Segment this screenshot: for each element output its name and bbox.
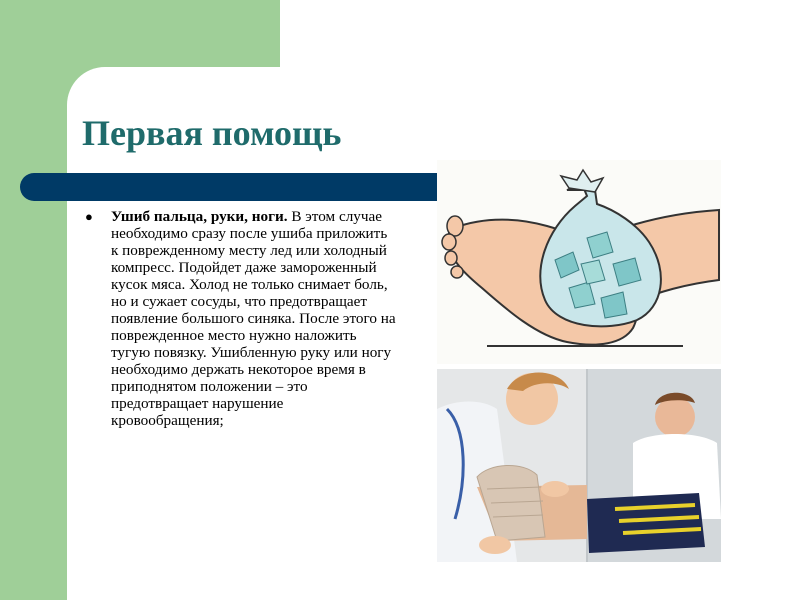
slide-title: Первая помощь: [82, 113, 342, 153]
bullet-heading: Ушиб пальца, руки, ноги.: [111, 208, 288, 225]
ice-pack-illustration: [437, 160, 721, 364]
nurse-bandaging-photo: [437, 369, 721, 562]
bullet-body: В этом случае необходимо сразу после ушиба приложить к поврежденному месту лед или холодный компресс. Подойдет даже замороженный кусок мяса. Холод не только снимает боль, но и сужает сосуды, что предотвращает появление большого синяка. После этого на поврежденное место нужно наложить тугую повязку. Ушибленную руку или ногу необходимо держать некоторое время в приподнятом положении – это предотвращает нарушение кровообращения;: [111, 208, 396, 429]
bullet-item: [111, 208, 397, 429]
title-underline-bar: [20, 173, 445, 201]
bullet-list: [85, 208, 397, 429]
foot-ice-pack-drawing: [437, 160, 721, 364]
bullet-marker: ●: [85, 209, 93, 224]
bandage-photo: [437, 369, 721, 562]
